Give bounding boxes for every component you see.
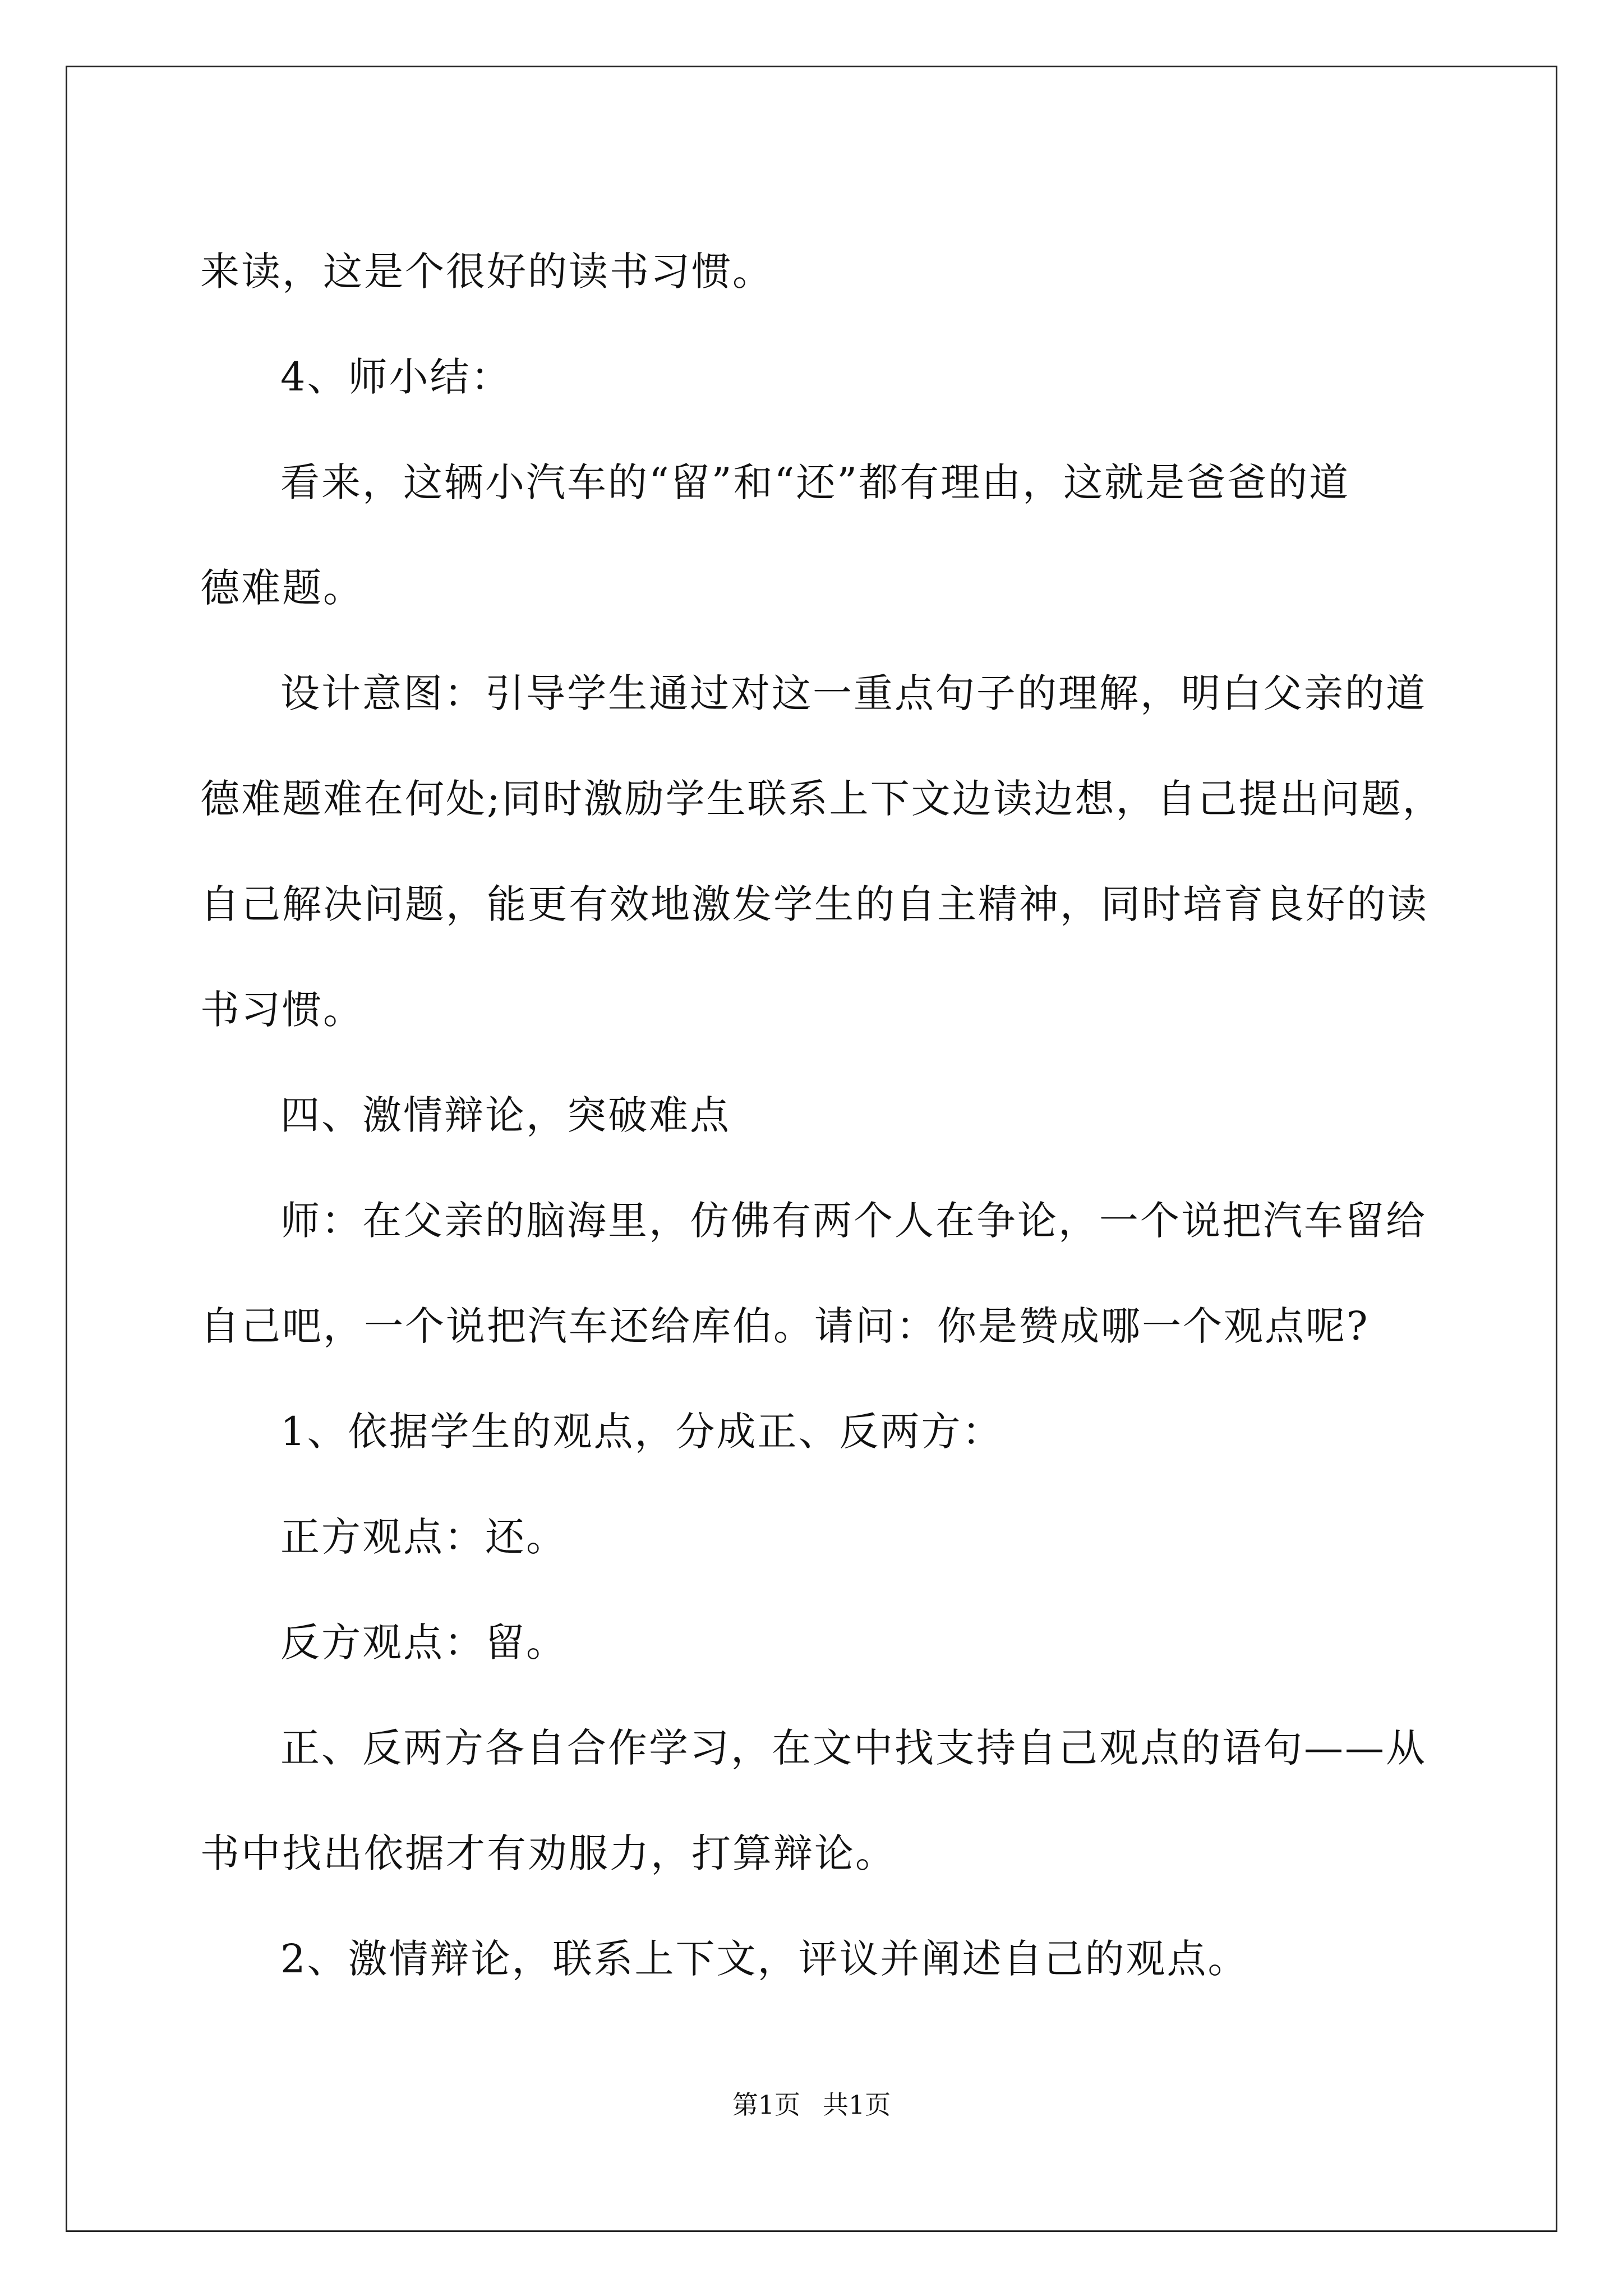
- text-line: 自己吧，一个说把汽车还给库伯。请问：你是赞成哪一个观点呢?: [200, 1303, 1370, 1349]
- text-line: 自己解决问题，能更有效地激发学生的自主精神，同时培育良好的读: [200, 881, 1428, 927]
- text-line: 正方观点：还。: [280, 1514, 567, 1560]
- page-total: 共1页: [823, 2090, 891, 2120]
- document-body: [200, 219, 1456, 2012]
- text-line: 书习惯。: [200, 987, 364, 1033]
- text-line: 正、反两方各自合作学习，在文中找支持自己观点的语句——从: [280, 1725, 1427, 1771]
- text-line: 书中找出依据才有劝服力，打算辩论。: [200, 1830, 896, 1876]
- text-line: 反方观点：留。: [280, 1619, 567, 1665]
- text-line: 4、师小结：: [280, 354, 512, 400]
- text-line: 看来，这辆小汽车的“留”和“还”都有理由，这就是爸爸的道: [280, 459, 1350, 505]
- text-line: 德难题难在何处;同时激励学生联系上下文边读边想，自己提出问题，: [200, 776, 1444, 822]
- page-number: 第1页: [732, 2090, 800, 2120]
- text-line: 设计意图：引导学生通过对这一重点句子的理解，明白父亲的道: [280, 670, 1427, 716]
- page-footer: [0, 2088, 1623, 2122]
- text-line: 1、依据学生的观点，分成正、反两方：: [280, 1409, 1003, 1455]
- text-line: 师：在父亲的脑海里，仿佛有两个人在争论，一个说把汽车留给: [280, 1198, 1427, 1244]
- text-line: 来读，这是个很好的读书习惯。: [200, 249, 773, 295]
- text-line: 2、激情辩论，联系上下文，评议并阐述自己的观点。: [280, 1936, 1249, 1982]
- text-line: 德难题。: [200, 565, 364, 611]
- section-heading: 四、激情辩论，突破难点: [280, 1092, 731, 1138]
